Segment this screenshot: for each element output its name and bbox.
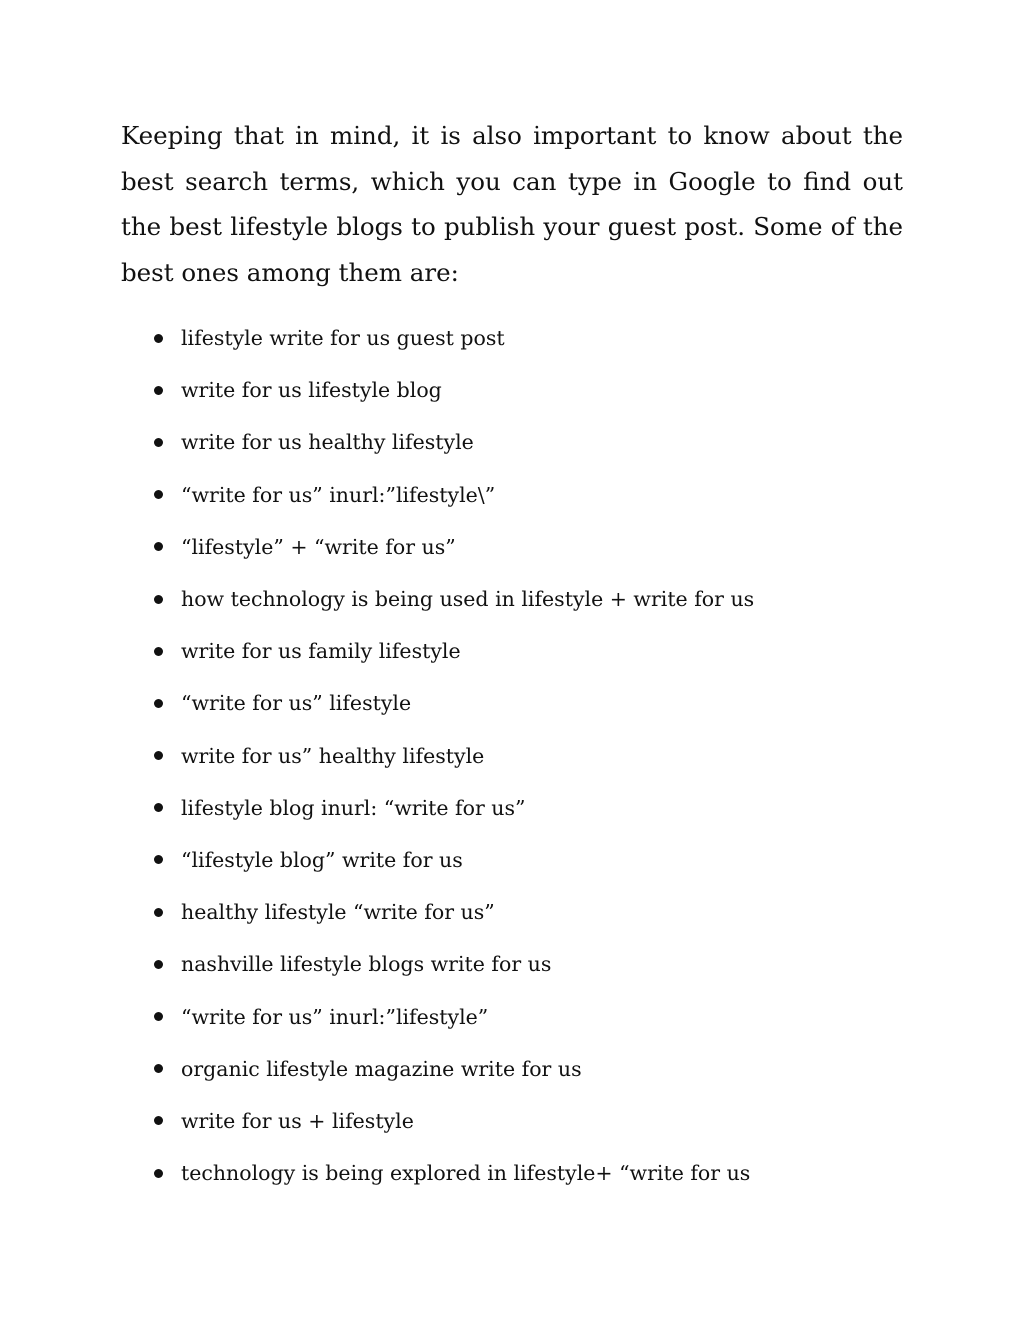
list-item [150,677,910,729]
list-item [150,312,910,364]
search-term: write for us lifestyle blog [181,378,442,403]
bullet-icon [154,855,163,864]
list-item [150,469,910,521]
list-item [150,364,910,416]
bullet-icon [154,803,163,812]
bullet-icon [154,1064,163,1073]
search-term: how technology is being used in lifestyle + write for us [181,587,755,612]
search-term: “write for us” lifestyle [181,691,412,716]
search-term: “write for us” inurl:”lifestyle\” [181,482,496,507]
search-term: “lifestyle” + “write for us” [181,534,456,559]
list-item [150,834,910,886]
list-item [150,416,910,468]
bullet-icon [154,542,163,551]
search-terms-list [150,312,910,1199]
list-item [150,1043,910,1095]
list-item [150,521,910,573]
search-term: write for us family lifestyle [181,639,461,664]
search-term: nashville lifestyle blogs write for us [181,952,552,977]
bullet-icon [154,960,163,969]
search-term: “write for us” inurl:”lifestyle” [181,1004,489,1029]
list-item [150,782,910,834]
bullet-icon [154,699,163,708]
search-term: organic lifestyle magazine write for us [181,1056,582,1081]
bullet-icon [154,334,163,343]
bullet-icon [154,1169,163,1178]
search-term: healthy lifestyle “write for us” [181,900,495,925]
bullet-icon [154,595,163,604]
search-term: technology is being explored in lifestyle+ “write for us [181,1161,751,1186]
search-term: write for us” healthy lifestyle [181,743,485,768]
bullet-icon [154,1012,163,1021]
list-item [150,990,910,1042]
list-item [150,573,910,625]
list-item [150,625,910,677]
search-term: write for us healthy lifestyle [181,430,474,455]
bullet-icon [154,438,163,447]
list-item [150,886,910,938]
list-item [150,1147,910,1199]
bullet-icon [154,1116,163,1125]
search-term: “lifestyle blog” write for us [181,847,463,872]
bullet-icon [154,490,163,499]
intro-paragraph: Keeping that in mind, it is also important to know about the best search terms, which you can type in Google to find out the best lifestyle blogs to publish your guest post. Some of the best ones among them are: [121,121,903,287]
search-term: lifestyle write for us guest post [181,326,505,351]
bullet-icon [154,908,163,917]
search-term: lifestyle blog inurl: “write for us” [181,795,526,820]
bullet-icon [154,751,163,760]
bullet-icon [154,386,163,395]
list-item [150,730,910,782]
list-item [150,1095,910,1147]
list-item [150,938,910,990]
search-term: write for us + lifestyle [181,1108,414,1133]
bullet-icon [154,647,163,656]
